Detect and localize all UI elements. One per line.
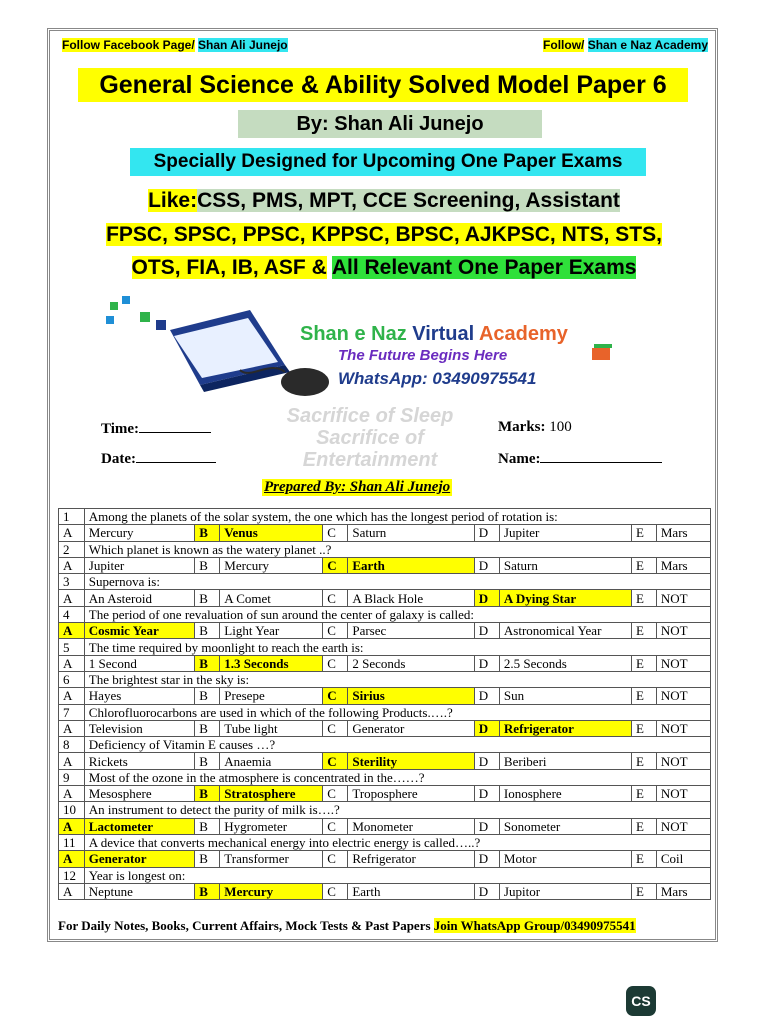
question-number: 1 [59, 509, 85, 525]
option-text: Earth [348, 883, 474, 899]
option-text: A Comet [220, 590, 323, 606]
option-text: Refrigerator [348, 851, 474, 867]
question-row [59, 834, 711, 850]
correct-answer: Stratosphere [220, 786, 323, 802]
option-text: Jupitor [499, 883, 631, 899]
questions-table [58, 508, 711, 900]
options-row [59, 883, 711, 899]
options-row [59, 851, 711, 867]
question-row [59, 769, 711, 785]
option-letter: D [474, 883, 499, 899]
date-label: Date: [101, 451, 136, 467]
option-letter: A [59, 818, 85, 834]
option-text: Sun [499, 688, 631, 704]
option-text: Astronomical Year [499, 623, 631, 639]
exams-line-1-text: FPSC, SPSC, PPSC, KPPSC, BPSC, AJKPSC, NTS, STS, [106, 223, 662, 246]
question-text: Deficiency of Vitamin E causes …? [84, 737, 710, 753]
exams-line-2-b: All Relevant One Paper Exams [331, 256, 637, 279]
option-letter: A [59, 590, 85, 606]
option-letter: E [632, 623, 657, 639]
option-letter: A [59, 720, 85, 736]
paper-title: General Science & Ability Solved Model Paper 6 [78, 68, 688, 102]
watermark [270, 405, 470, 471]
option-text: NOT [656, 720, 710, 736]
option-text: Neptune [84, 883, 194, 899]
options-row [59, 818, 711, 834]
option-letter: A [59, 557, 85, 573]
question-number: 8 [59, 737, 85, 753]
option-letter: C [323, 753, 348, 769]
option-text: Sonometer [499, 818, 631, 834]
like-exams: CSS, PMS, MPT, CCE Screening, Assistant [197, 189, 620, 212]
option-text: 2.5 Seconds [499, 655, 631, 671]
question-text: The brightest star in the sky is: [84, 671, 710, 687]
option-text: NOT [656, 590, 710, 606]
option-letter: B [195, 720, 220, 736]
option-letter: E [632, 688, 657, 704]
option-text: Light Year [220, 623, 323, 639]
correct-answer: Mercury [220, 883, 323, 899]
option-text: NOT [656, 688, 710, 704]
question-number: 4 [59, 606, 85, 622]
option-letter: C [323, 655, 348, 671]
prepared-by: Prepared By: Shan Ali Junejo [264, 479, 451, 495]
option-letter: D [474, 720, 499, 736]
academy-name: Shan e Naz Academy [587, 38, 708, 52]
option-text: Mercury [84, 525, 194, 541]
name-blank [540, 449, 662, 463]
option-letter: E [632, 818, 657, 834]
question-number: 9 [59, 769, 85, 785]
watermark-line-1: Sacrifice of Sleep [286, 405, 454, 427]
options-row [59, 753, 711, 769]
question-text: The time required by moonlight to reach the earth is: [84, 639, 710, 655]
correct-answer: A Dying Star [499, 590, 631, 606]
option-text: NOT [656, 623, 710, 639]
option-letter: D [474, 557, 499, 573]
options-row [59, 590, 711, 606]
exams-line-2-a: OTS, FIA, IB, ASF & [131, 256, 327, 279]
question-number: 11 [59, 834, 85, 850]
question-row [59, 802, 711, 818]
option-letter: E [632, 883, 657, 899]
options-row [59, 786, 711, 802]
correct-answer: Generator [84, 851, 194, 867]
option-text: A Black Hole [348, 590, 474, 606]
option-letter: D [474, 590, 499, 606]
option-letter: B [195, 786, 220, 802]
correct-answer: 1.3 Seconds [220, 655, 323, 671]
logo-whatsapp: WhatsApp: 03490975541 [338, 369, 537, 388]
question-row [59, 671, 711, 687]
option-text: NOT [656, 753, 710, 769]
footer [58, 918, 711, 934]
footer-whatsapp: Join WhatsApp Group/03490975541 [433, 918, 636, 933]
option-letter: D [474, 851, 499, 867]
option-text: Television [84, 720, 194, 736]
svg-text:Shan e Naz Virtual Academy [300, 323, 569, 345]
option-text: Mesosphere [84, 786, 194, 802]
watermark-line-3: Entertainment [302, 449, 438, 471]
like-label: Like: [148, 189, 198, 212]
academy-follow [543, 38, 708, 52]
option-letter: A [59, 688, 85, 704]
option-letter: D [474, 525, 499, 541]
question-row [59, 509, 711, 525]
option-text: Saturn [348, 525, 474, 541]
option-letter: D [474, 688, 499, 704]
paper-author: By: Shan Ali Junejo [238, 110, 542, 138]
question-row [59, 541, 711, 557]
option-letter: A [59, 623, 85, 639]
option-text: Transformer [220, 851, 323, 867]
question-number: 5 [59, 639, 85, 655]
option-text: Anaemia [220, 753, 323, 769]
option-text: Rickets [84, 753, 194, 769]
option-text: Mercury [220, 557, 323, 573]
facebook-follow [62, 38, 288, 52]
question-row [59, 704, 711, 720]
option-text: Hayes [84, 688, 194, 704]
footer-text: For Daily Notes, Books, Current Affairs, Mock Tests & Past Papers [58, 918, 431, 933]
option-text: Mars [656, 525, 710, 541]
option-text: Motor [499, 851, 631, 867]
options-row [59, 623, 711, 639]
question-number: 12 [59, 867, 85, 883]
option-letter: A [59, 753, 85, 769]
options-row [59, 557, 711, 573]
question-text: Year is longest on: [84, 867, 710, 883]
option-text: NOT [656, 818, 710, 834]
question-text: An instrument to detect the purity of milk is….? [84, 802, 710, 818]
option-letter: B [195, 851, 220, 867]
option-letter: E [632, 720, 657, 736]
marks-field [498, 419, 572, 436]
question-text: Chlorofluorocarbons are used in which of the following Products.….? [84, 704, 710, 720]
correct-answer: Sterility [348, 753, 474, 769]
options-row [59, 525, 711, 541]
option-text: Jupiter [499, 525, 631, 541]
option-letter: A [59, 525, 85, 541]
option-letter: E [632, 786, 657, 802]
option-letter: E [632, 557, 657, 573]
option-letter: C [323, 557, 348, 573]
option-letter: B [195, 688, 220, 704]
option-letter: B [195, 590, 220, 606]
academy-prefix: Follow/ [543, 38, 585, 52]
option-letter: B [195, 557, 220, 573]
question-row [59, 639, 711, 655]
like-line [100, 186, 668, 216]
date-blank [136, 449, 216, 463]
option-letter: B [195, 623, 220, 639]
time-label: Time: [101, 421, 140, 437]
option-letter: C [323, 590, 348, 606]
facebook-name: Shan Ali Junejo [198, 38, 288, 52]
option-letter: C [323, 688, 348, 704]
option-letter: D [474, 786, 499, 802]
option-text: Hygrometer [220, 818, 323, 834]
option-letter: E [632, 753, 657, 769]
option-text: Presepe [220, 688, 323, 704]
question-row [59, 606, 711, 622]
option-letter: C [323, 525, 348, 541]
option-text: Beriberi [499, 753, 631, 769]
option-text: Mars [656, 883, 710, 899]
logo-name-a: Shan e Naz [300, 323, 413, 345]
exams-line-2 [100, 253, 668, 283]
option-text: Mars [656, 557, 710, 573]
option-text: NOT [656, 655, 710, 671]
option-letter: E [632, 655, 657, 671]
question-text: Supernova is: [84, 574, 710, 590]
question-row [59, 737, 711, 753]
options-row [59, 688, 711, 704]
correct-answer: Lactometer [84, 818, 194, 834]
option-letter: C [323, 786, 348, 802]
option-letter: B [195, 818, 220, 834]
option-text: Troposphere [348, 786, 474, 802]
option-letter: C [323, 851, 348, 867]
question-text: A device that converts mechanical energy into electric energy is called…..? [84, 834, 710, 850]
option-letter: E [632, 525, 657, 541]
facebook-prefix: Follow Facebook Page/ [62, 38, 195, 52]
marks-value: 100 [549, 419, 572, 435]
option-letter: D [474, 623, 499, 639]
correct-answer: Refrigerator [499, 720, 631, 736]
option-letter: A [59, 851, 85, 867]
option-letter: B [195, 655, 220, 671]
question-text: Which planet is known as the watery planet ..? [84, 541, 710, 557]
question-number: 7 [59, 704, 85, 720]
option-letter: D [474, 655, 499, 671]
question-number: 2 [59, 541, 85, 557]
question-row [59, 574, 711, 590]
question-number: 3 [59, 574, 85, 590]
option-letter: E [632, 590, 657, 606]
option-text: Coil [656, 851, 710, 867]
option-letter: D [474, 818, 499, 834]
option-letter: B [195, 753, 220, 769]
option-text: Generator [348, 720, 474, 736]
option-letter: B [195, 525, 220, 541]
option-text: An Asteroid [84, 590, 194, 606]
option-letter: C [323, 623, 348, 639]
option-letter: D [474, 753, 499, 769]
exams-line-1 [100, 220, 668, 250]
name-field [498, 449, 662, 468]
marks-label: Marks: [498, 419, 546, 435]
date-field [101, 449, 216, 468]
designed-for: Specially Designed for Upcoming One Paper Exams [130, 148, 646, 176]
time-blank [139, 419, 211, 433]
academy-logo [100, 290, 670, 408]
logo-name-c: Academy [478, 323, 568, 345]
option-text: Monometer [348, 818, 474, 834]
question-number: 10 [59, 802, 85, 818]
logo-tagline: The Future Begins Here [338, 347, 508, 364]
watermark-line-2: Sacrifice of [316, 427, 424, 449]
logo-name-b: Virtual [412, 323, 479, 345]
correct-answer: Cosmic Year [84, 623, 194, 639]
option-text: NOT [656, 786, 710, 802]
option-text: Parsec [348, 623, 474, 639]
options-row [59, 720, 711, 736]
correct-answer: Sirius [348, 688, 474, 704]
name-label: Name: [498, 451, 541, 467]
option-letter: A [59, 883, 85, 899]
option-text: 1 Second [84, 655, 194, 671]
time-field [101, 419, 211, 438]
option-text: Saturn [499, 557, 631, 573]
option-text: Tube light [220, 720, 323, 736]
correct-answer: Earth [348, 557, 474, 573]
question-text: Among the planets of the solar system, the one which has the longest period of rotation is: [84, 509, 710, 525]
camscanner-badge: CS [626, 986, 656, 1016]
options-row [59, 655, 711, 671]
question-number: 6 [59, 671, 85, 687]
book-mouse-icon [100, 290, 670, 408]
question-text: The period of one revaluation of sun around the center of galaxy is called: [84, 606, 710, 622]
question-text: Most of the ozone in the atmosphere is concentrated in the……? [84, 769, 710, 785]
option-letter: A [59, 786, 85, 802]
option-letter: C [323, 883, 348, 899]
option-letter: C [323, 818, 348, 834]
option-letter: E [632, 851, 657, 867]
option-letter: A [59, 655, 85, 671]
option-letter: B [195, 883, 220, 899]
option-letter: C [323, 720, 348, 736]
option-text: 2 Seconds [348, 655, 474, 671]
option-text: Jupiter [84, 557, 194, 573]
correct-answer: Venus [220, 525, 323, 541]
question-row [59, 867, 711, 883]
option-text: Ionosphere [499, 786, 631, 802]
